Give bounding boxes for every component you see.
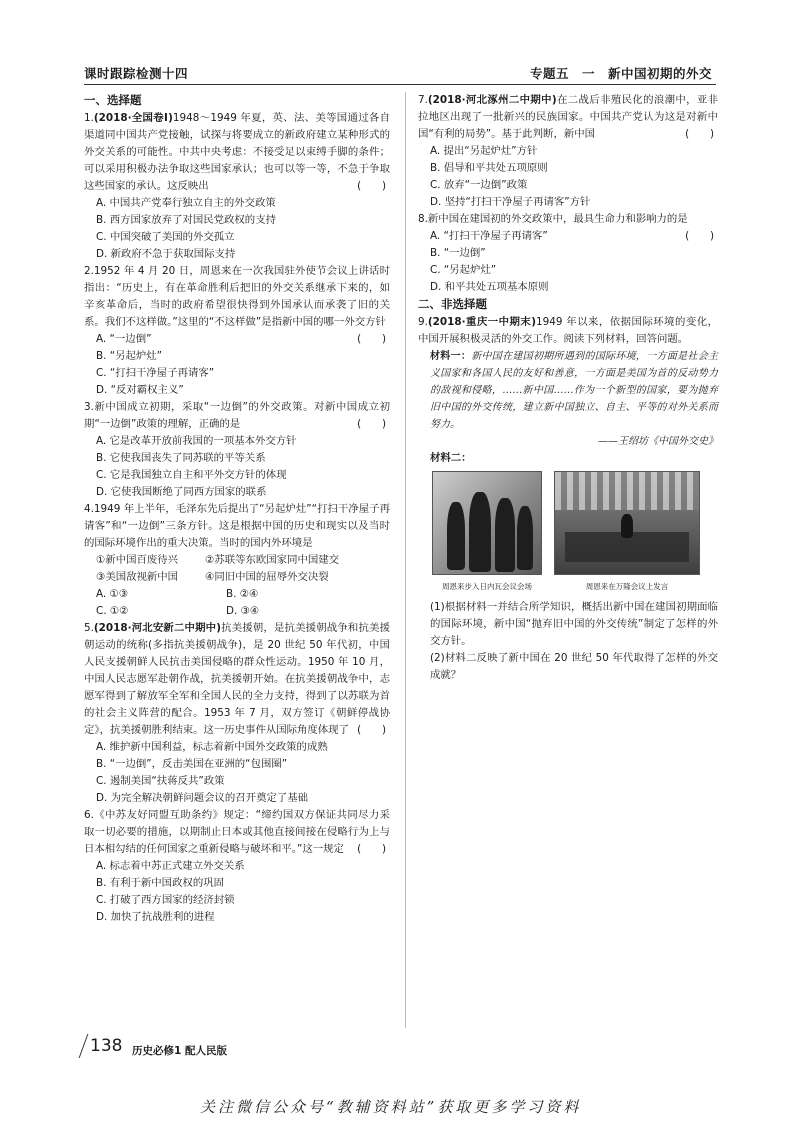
q4-option-a: A. ①③ <box>96 588 129 600</box>
q8-option-a: A. “打扫干净屋子再请客” <box>430 230 548 242</box>
question-6 <box>84 807 390 858</box>
q8-option-d: D. 和平共处五项基本原则 <box>430 281 549 293</box>
question-8-number: 8. <box>418 213 428 225</box>
question-2-text: 1952 年 4 月 20 日，周恩来在一次我国驻外使节会议上讲话时指出：“历史上，有在革命胜利后把旧的外交关系继承下来的，如辛亥革命后，当时的政府希望很快得到外国承认而承袭了旧的关系。我们不这样做。”这里的“不这样做”是指新中国的哪一外交方针 <box>84 265 390 328</box>
header-rule <box>84 84 716 85</box>
bandung-photo-image <box>554 471 700 575</box>
material-1-label: 材料一： <box>430 351 472 362</box>
q3-option-a: A. 它是改革开放前我国的一项基本外交方针 <box>96 435 297 447</box>
answer-bracket: ( ) <box>357 724 386 736</box>
book-label: 历史必修1 配人民版 <box>132 1045 227 1057</box>
q8-option-b: B. “一边倒” <box>430 247 486 259</box>
question-5-text: 抗美援朝，是抗美援朝战争和抗美援朝运动的统称(多指抗美援朝战争)，是 20 世纪 50 年代初，中国人民支援朝鲜人民抗击美国侵略的群众性运动。1950 年 10 月，中国人民志愿军赴朝作战，抗美援朝开始。在抗美援朝战争中，志愿军得到了解放军全军和全国人民的全力支持，得到了以苏联为首的社会主义阵营的配合。1953 年 7 月，双方签订《朝鲜停战协定》，抗美援朝胜利结束。这一历史事件从国际角度体现了 <box>84 622 390 736</box>
q6-option-b: B. 有利于新中国政权的巩固 <box>96 877 225 889</box>
question-4-number: 4. <box>84 503 94 515</box>
question-3 <box>84 399 390 433</box>
q6-option-c: C. 打破了西方国家的经济封锁 <box>96 894 235 906</box>
material-2-label: 材料二： <box>430 452 472 464</box>
q2-option-c: C. “打扫干净屋子再请客” <box>96 367 215 379</box>
material-1-text: 新中国在建国初期所遇到的国际环境，一方面是社会主义国家和各国人民的友好和善意，一方面是美国为首的反动势力的敌视和侵略，……新中国……作为一个新型的国家，要为抛弃旧中国的外交传统，建立新中国独立、自主、平等的对外关系而努力。 <box>430 351 719 430</box>
question-2-number: 2. <box>84 265 94 277</box>
q2-option-b: B. “另起炉灶” <box>96 350 163 362</box>
q4-item-3: ③美国敌视新中国 <box>96 571 179 583</box>
question-4-text: 1949 年上半年，毛泽东先后提出了“另起炉灶”“打扫干净屋子再请客”和“一边倒”三条方针。这是根据中国的历史和现实以及当时的国际环境作出的重大决策。当时的国内外环境是 <box>84 503 390 549</box>
question-1-number: 1. <box>84 112 94 124</box>
q1-option-d: D. 新政府不急于获取国际支持 <box>96 248 236 260</box>
question-3-text: 新中国成立初期，采取“一边倒”的外交政策。对新中国成立初期“一边倒”政策的理解，正确的是 <box>84 401 390 430</box>
question-9-text: 1949 年以来，依据国际环境的变化，中国开展积极灵活的外交工作。阅读下列材料，回答问题。 <box>418 316 718 345</box>
q1-option-a: A. 中国共产党奉行独立自主的外交政策 <box>96 197 276 209</box>
question-7-text: 在二战后非殖民化的浪潮中，亚非拉地区出现了一批新兴的民族国家。中国共产党认为这是对新中国“有利的局势”。基于此判断，新中国 <box>418 94 718 140</box>
answer-bracket: ( ) <box>357 418 386 430</box>
header-right-title: 专题五 一 新中国初期的外交 <box>529 66 712 81</box>
q4-option-c: C. ①② <box>96 605 129 617</box>
q2-option-a: A. “一边倒” <box>96 333 152 345</box>
material-1 <box>418 348 718 433</box>
q1-option-b: B. 西方国家放弃了对国民党政权的支持 <box>96 214 276 226</box>
question-3-number: 3. <box>84 401 94 413</box>
q4-option-b: B. ②④ <box>226 588 259 600</box>
question-5 <box>84 620 390 739</box>
answer-bracket: ( ) <box>357 333 386 345</box>
question-9-number: 9. <box>418 316 428 328</box>
q8-option-c: C. “另起炉灶” <box>430 264 497 276</box>
column-divider <box>405 92 406 1028</box>
figure-shape <box>621 514 633 538</box>
q5-option-b: B. “一边倒”，反击美国在亚洲的“包围圈” <box>96 758 288 770</box>
q9-subquestion-2: (2)材料二反映了新中国在 20 世纪 50 年代取得了怎样的外交成就？ <box>430 652 718 681</box>
q6-option-a: A. 标志着中苏正式建立外交关系 <box>96 860 245 872</box>
q4-item-4: ④同旧中国的屈辱外交决裂 <box>205 571 329 583</box>
answer-bracket: ( ) <box>685 128 714 140</box>
section-choice-title: 一、选择题 <box>84 93 142 107</box>
question-1-text: 1948～1949 年夏，英、法、美等国通过各自渠道同中国共产党接触，试探与将要成立的新政府建立某种形式的外交关系的可能性。中共中央考虑：不接受足以束缚手脚的条件；可以采用积极办法争取这些国家承认；也可以等一等，不急于争取这些国家的承认。这反映出 <box>84 112 390 192</box>
material-2-photos <box>418 471 718 595</box>
q4-items-row-1 <box>84 552 390 569</box>
q7-option-c: C. 放弃“一边倒”政策 <box>430 179 528 191</box>
q7-option-b: B. 倡导和平共处五项原则 <box>430 162 548 174</box>
q4-items-row-2 <box>84 569 390 586</box>
photo-geneva <box>432 471 542 595</box>
q4-item-1: ①新中国百废待兴 <box>96 554 179 566</box>
q9-subquestion-1: (1)根据材料一并结合所学知识，概括出新中国在建国初期面临的国际环境，新中国“抛弃旧中国的外交传统”制定了怎样的外交方针。 <box>430 601 718 647</box>
q5-option-c: C. 遏制美国“扶蒋反共”政策 <box>96 775 225 787</box>
q1-option-c: C. 中国突破了美国的外交孤立 <box>96 231 235 243</box>
geneva-photo-image <box>432 471 542 575</box>
question-6-text: 《中苏友好同盟互助条约》规定：“缔约国双方保证共同尽力采取一切必要的措施，以期制止日本或其他直接间接在侵略行为上与日本相勾结的任何国家之重新侵略与破坏和平。”这一规定 <box>84 809 390 855</box>
q3-option-d: D. 它使我国断绝了同西方国家的联系 <box>96 486 267 498</box>
question-1 <box>84 110 390 195</box>
answer-bracket: ( ) <box>357 180 386 192</box>
photo-geneva-caption: 周恩来步入日内瓦会议会场 <box>442 582 532 591</box>
q7-option-d: D. 坚持“打扫干净屋子再请客”方针 <box>430 196 591 208</box>
right-column <box>418 92 718 684</box>
question-6-number: 6. <box>84 809 94 821</box>
q5-option-a: A. 维护新中国利益，标志着新中国外交政策的成熟 <box>96 741 328 753</box>
figure-shape <box>517 506 533 570</box>
section-nonchoice-title: 二、非选择题 <box>418 297 487 311</box>
question-9-source: (2018·重庆一中期末) <box>427 316 537 328</box>
q7-option-a: A. 提出“另起炉灶”方针 <box>430 145 538 157</box>
question-9 <box>418 314 718 348</box>
q4-item-2: ②苏联等东欧国家同中国建交 <box>205 554 340 566</box>
header-left-title: 课时跟踪检测十四 <box>84 66 189 81</box>
material-1-citation: ——王绍坊《中国外交史》 <box>598 436 718 447</box>
q5-option-d: D. 为完全解决朝鲜问题会议的召开奠定了基础 <box>96 792 309 804</box>
question-7 <box>418 92 718 143</box>
answer-bracket: ( ) <box>685 230 714 242</box>
q4-choices-row-2 <box>84 603 390 620</box>
question-5-number: 5. <box>84 622 94 634</box>
question-7-source: (2018·河北涿州二中期中) <box>427 94 557 106</box>
photo-bandung-caption: 周恩来在万隆会议上发言 <box>585 582 669 591</box>
question-8-text: 新中国在建国初的外交政策中，最具生命力和影响力的是 <box>427 213 688 225</box>
q2-option-d: D. “反对霸权主义” <box>96 384 184 396</box>
q3-option-b: B. 它使我国丧失了同苏联的平等关系 <box>96 452 266 464</box>
question-4 <box>84 501 390 552</box>
figure-shape <box>447 502 465 570</box>
flags-decoration <box>555 472 699 510</box>
figure-shape <box>495 498 515 572</box>
q6-option-d: D. 加快了抗战胜利的进程 <box>96 911 215 923</box>
watermark-text: 关注微信公众号“教辅资料站”获取更多学习资料 <box>200 1098 582 1116</box>
photo-bandung <box>554 471 700 595</box>
q4-choices-row-1 <box>84 586 390 603</box>
question-5-source: (2018·河北安新二中期中) <box>93 622 221 634</box>
answer-bracket: ( ) <box>357 843 386 855</box>
figure-shape <box>469 492 491 572</box>
left-column <box>84 92 390 926</box>
q3-option-c: C. 它是我国独立自主和平外交方针的体现 <box>96 469 287 481</box>
q4-option-d: D. ③④ <box>226 605 260 617</box>
question-1-source: (2018·全国卷Ⅰ) <box>93 112 173 124</box>
page-number: 138 <box>90 1036 123 1056</box>
question-7-number: 7. <box>418 94 428 106</box>
